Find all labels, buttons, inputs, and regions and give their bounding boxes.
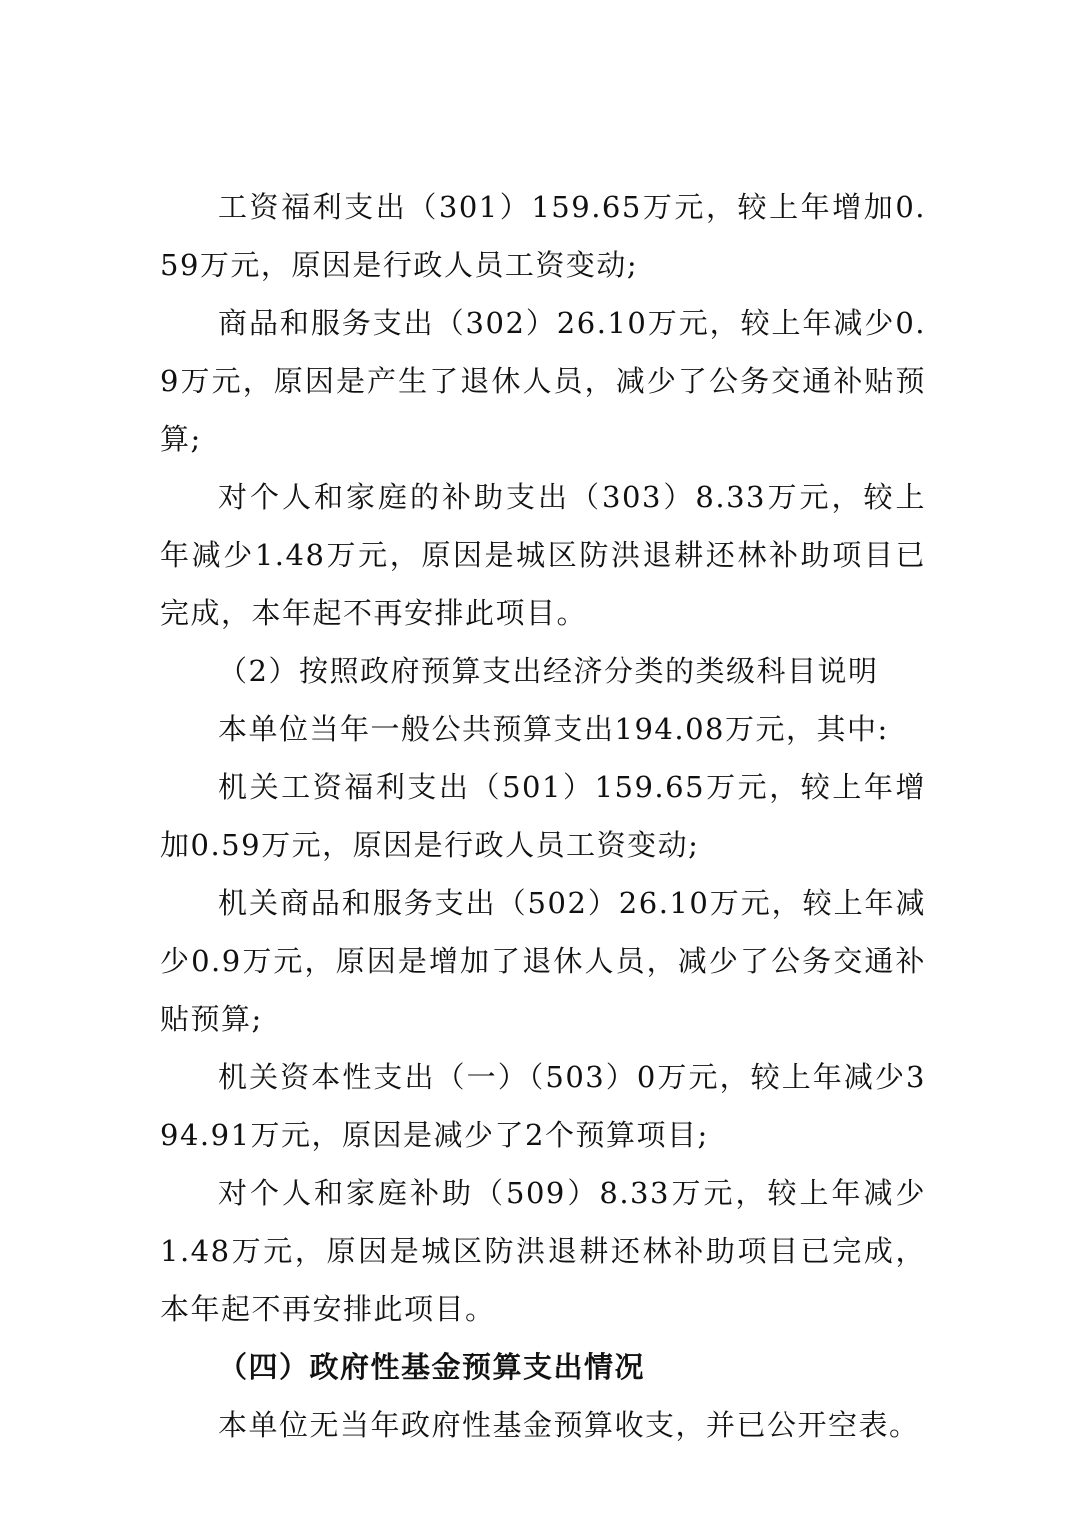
paragraph-wages-301: 工资福利支出（301）159.65万元，较上年增加0.59万元，原因是行政人员工资变动; xyxy=(160,190,926,282)
paragraph-household-subsidy-303: 对个人和家庭的补助支出（303）8.33万元，较上年减少1.48万元，原因是城区防洪退耕还林补助项目已完成，本年起不再安排此项目。 xyxy=(160,480,926,630)
section-heading: （四）政府性基金预算支出情况 xyxy=(218,1350,646,1384)
paragraph-capital-503: 机关资本性支出（一）（503）0万元，较上年减少394.91万元，原因是减少了2个预算项目; xyxy=(160,1060,926,1152)
paragraph-subheading-economic-classification: （2）按照政府预算支出经济分类的类级科目说明 xyxy=(218,654,879,688)
paragraph-goods-services-302: 商品和服务支出（302）26.10万元，较上年减少0.9万元，原因是产生了退休人员，减少了公务交通补贴预算; xyxy=(160,306,926,456)
paragraph-household-subsidy-509: 对个人和家庭补助（509）8.33万元，较上年减少1.48万元，原因是城区防洪退耕还林补助项目已完成，本年起不再安排此项目。 xyxy=(160,1176,926,1326)
paragraph-total-expenditure: 本单位当年一般公共预算支出194.08万元，其中: xyxy=(218,712,889,746)
paragraph-wages-501: 机关工资福利支出（501）159.65万元，较上年增加0.59万元，原因是行政人员工资变动; xyxy=(160,770,926,862)
document-body xyxy=(160,178,926,1454)
paragraph-fund-budget: 本单位无当年政府性基金预算收支，并已公开空表。 xyxy=(218,1408,920,1442)
paragraph-goods-services-502: 机关商品和服务支出（502）26.10万元，较上年减少0.9万元，原因是增加了退休人员，减少了公务交通补贴预算; xyxy=(160,886,926,1036)
